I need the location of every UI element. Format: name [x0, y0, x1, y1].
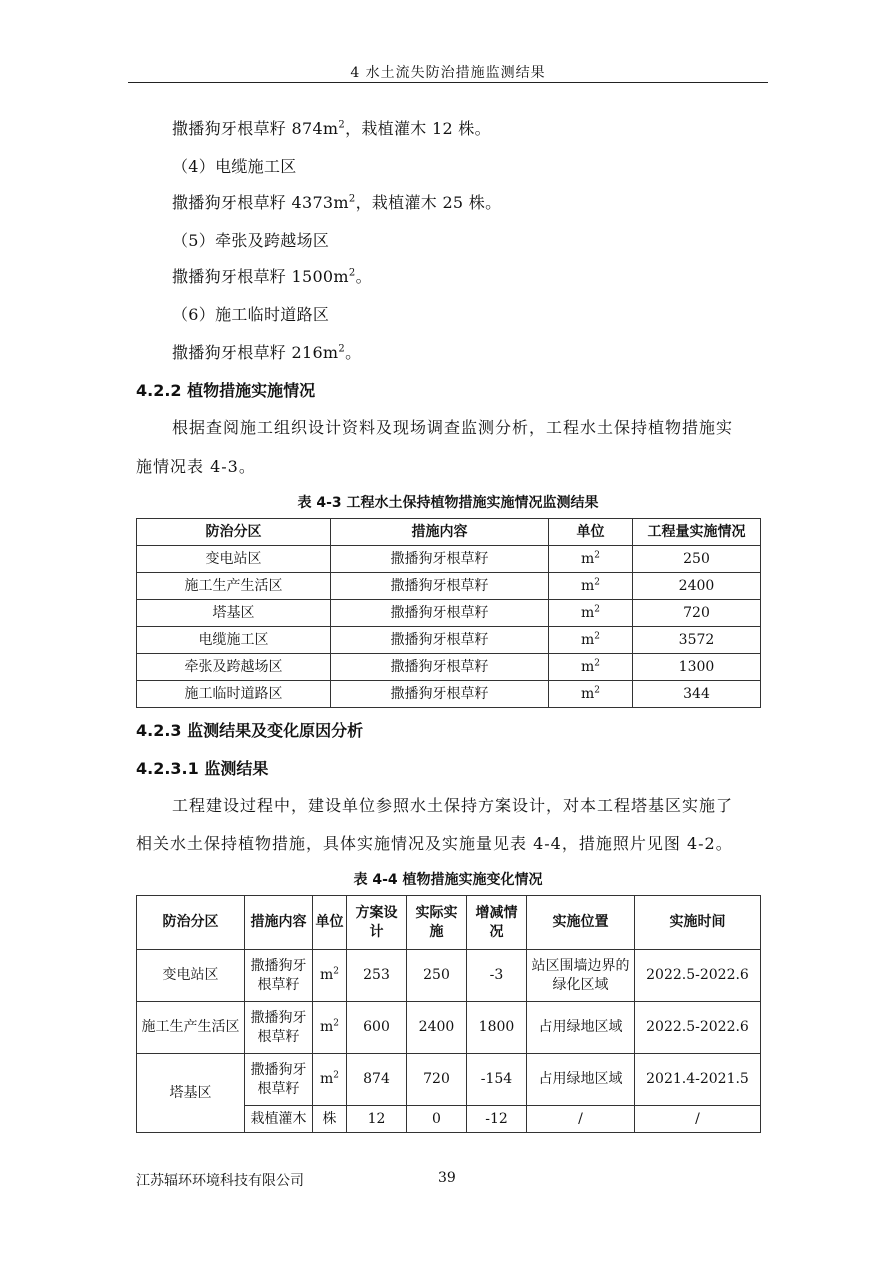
table-row: [137, 600, 761, 627]
cell: $m^2$: [313, 1002, 347, 1054]
cell: 1800: [467, 1002, 527, 1054]
column-header: 单位: [313, 896, 347, 950]
column-header: 措施内容: [245, 896, 313, 950]
column-header: 防治分区: [137, 896, 245, 950]
column-header: 实际实施: [407, 896, 467, 950]
cell: $m^2$: [549, 600, 633, 627]
column-header: 工程量实施情况: [633, 519, 761, 546]
cell: $m^2$: [549, 627, 633, 654]
cell: 塔基区: [137, 1054, 245, 1133]
cell: 2400: [633, 573, 761, 600]
implementation-table: [136, 518, 761, 708]
cell: 344: [633, 681, 761, 708]
cell: 塔基区: [137, 600, 331, 627]
paragraph: （5）牵张及跨越场区: [172, 231, 330, 250]
cell: 撒播狗牙根草籽: [331, 627, 549, 654]
cell: -154: [467, 1054, 527, 1106]
cell: $m^2$: [549, 573, 633, 600]
cell: 874: [347, 1054, 407, 1106]
cell: 720: [407, 1054, 467, 1106]
cell: 站区围墙边界的绿化区域: [527, 950, 635, 1002]
table-caption: 表 4-3 工程水土保持植物措施实施情况监测结果: [297, 495, 599, 511]
cell: 253: [347, 950, 407, 1002]
cell: $m^2$: [549, 546, 633, 573]
cell: 2021.4-2021.5: [635, 1054, 761, 1106]
cell: 250: [633, 546, 761, 573]
column-header: 实施时间: [635, 896, 761, 950]
table-row: [137, 627, 761, 654]
paragraph: 撒播狗牙根草籽 $1500m^2$。: [172, 267, 372, 286]
table-header-row: [137, 519, 761, 546]
cell: $m^2$: [313, 950, 347, 1002]
column-header: 增减情况: [467, 896, 527, 950]
cell: 3572: [633, 627, 761, 654]
section-heading: 4.2.2 植物措施实施情况: [136, 381, 316, 400]
column-header: 单位: [549, 519, 633, 546]
cell: 撒播狗牙根草籽: [331, 681, 549, 708]
paragraph: 撒播狗牙根草籽 $874m^2$，栽植灌木 12 株。: [172, 119, 491, 138]
column-header: 措施内容: [331, 519, 549, 546]
body-text-line: 工程建设过程中，建设单位参照水土保持方案设计，对本工程塔基区实施了: [172, 796, 734, 815]
cell: 撒播狗牙根草籽: [245, 950, 313, 1002]
cell: 占用绿地区域: [527, 1054, 635, 1106]
body-text-line: 施情况表 4-3。: [136, 457, 256, 476]
table-row: [137, 654, 761, 681]
cell: $m^2$: [549, 681, 633, 708]
cell: 撒播狗牙根草籽: [331, 573, 549, 600]
cell: 250: [407, 950, 467, 1002]
change-table: [136, 895, 761, 1133]
cell: 2400: [407, 1002, 467, 1054]
cell: /: [635, 1106, 761, 1133]
column-header: 防治分区: [137, 519, 331, 546]
cell: 12: [347, 1106, 407, 1133]
body-text-line: 相关水土保持植物措施，具体实施情况及实施量见表 4-4，措施照片见图 4-2。: [136, 834, 733, 853]
body-text-line: 根据查阅施工组织设计资料及现场调查监测分析，工程水土保持植物措施实: [172, 418, 734, 437]
cell: 撒播狗牙根草籽: [245, 1002, 313, 1054]
footer-company: 江苏辐环环境科技有限公司: [136, 1173, 304, 1189]
cell: 电缆施工区: [137, 627, 331, 654]
cell: 占用绿地区域: [527, 1002, 635, 1054]
cell: 施工生产生活区: [137, 1002, 245, 1054]
cell: 变电站区: [137, 546, 331, 573]
running-header: 4 水土流失防治措施监测结果: [350, 65, 546, 81]
table-row: [137, 950, 761, 1002]
cell: 720: [633, 600, 761, 627]
table-caption: 表 4-4 植物措施实施变化情况: [353, 872, 543, 888]
section-heading: 4.2.3 监测结果及变化原因分析: [136, 721, 364, 740]
header-rule: [128, 82, 768, 83]
cell: 株: [313, 1106, 347, 1133]
subsection-heading: 4.2.3.1 监测结果: [136, 759, 269, 778]
cell: $m^2$: [549, 654, 633, 681]
cell: $m^2$: [313, 1054, 347, 1106]
cell: 撒播狗牙根草籽: [331, 654, 549, 681]
table-row: [137, 546, 761, 573]
cell: 施工临时道路区: [137, 681, 331, 708]
cell: 撒播狗牙根草籽: [331, 546, 549, 573]
cell: 撒播狗牙根草籽: [245, 1054, 313, 1106]
table-row: [137, 1054, 761, 1106]
cell: 1300: [633, 654, 761, 681]
table-row: [137, 681, 761, 708]
table-row: [137, 1002, 761, 1054]
cell: -12: [467, 1106, 527, 1133]
paragraph: （4）电缆施工区: [172, 157, 297, 176]
cell: 栽植灌木: [245, 1106, 313, 1133]
cell: -3: [467, 950, 527, 1002]
cell: 2022.5-2022.6: [635, 950, 761, 1002]
column-header: 实施位置: [527, 896, 635, 950]
cell: 撒播狗牙根草籽: [331, 600, 549, 627]
cell: 施工生产生活区: [137, 573, 331, 600]
paragraph: 撒播狗牙根草籽 $216m^2$。: [172, 343, 362, 362]
cell: 600: [347, 1002, 407, 1054]
table-row: [137, 573, 761, 600]
paragraph: （6）施工临时道路区: [172, 305, 330, 324]
paragraph: 撒播狗牙根草籽 $4373m^2$，栽植灌木 25 株。: [172, 193, 502, 212]
page-number: 39: [438, 1170, 456, 1186]
cell: 牵张及跨越场区: [137, 654, 331, 681]
column-header: 方案设计: [347, 896, 407, 950]
table-header-row: [137, 896, 761, 950]
cell: 变电站区: [137, 950, 245, 1002]
cell: 0: [407, 1106, 467, 1133]
cell: /: [527, 1106, 635, 1133]
cell: 2022.5-2022.6: [635, 1002, 761, 1054]
